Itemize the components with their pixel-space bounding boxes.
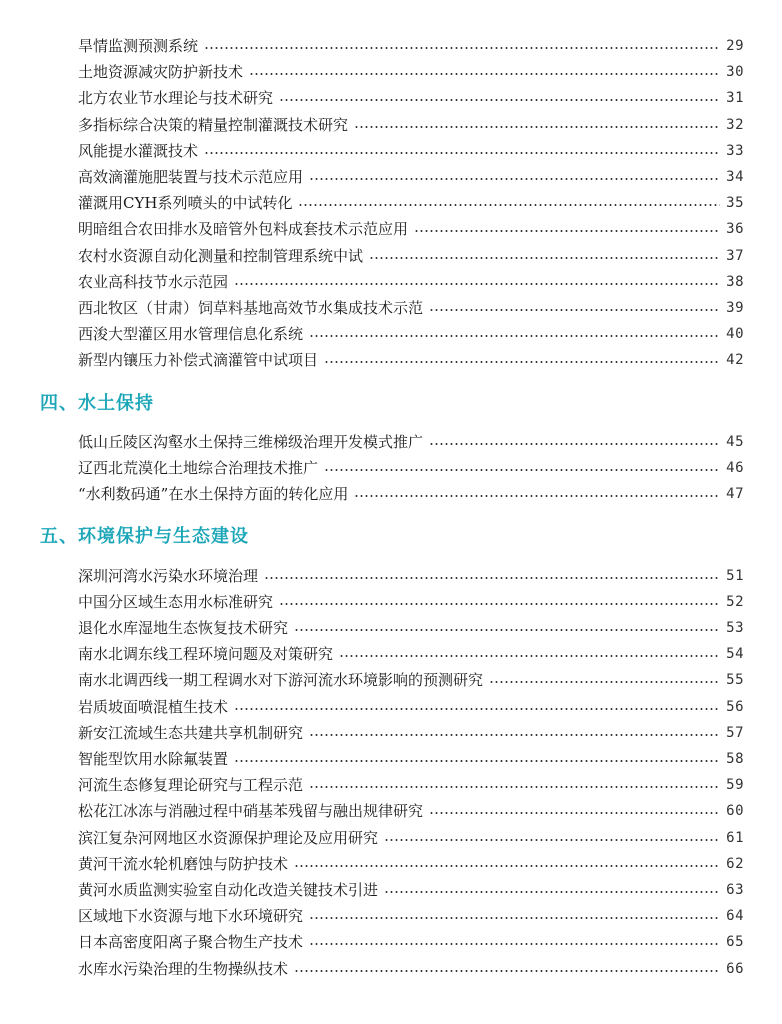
- entry-title: 日本高密度阳离子聚合物生产技术: [78, 933, 304, 951]
- toc-entry[interactable]: [78, 190, 744, 216]
- dot-leader: [294, 865, 720, 867]
- page-number: 29: [726, 38, 744, 54]
- entry-title: 黄河干流水轮机磨蚀与防护技术: [78, 855, 289, 873]
- page-number: 52: [726, 594, 744, 610]
- entry-title: 南水北调西线一期工程调水对下游河流水环境影响的预测研究: [78, 671, 484, 689]
- dot-leader: [294, 970, 720, 972]
- page-number: 61: [726, 830, 744, 846]
- dot-leader: [234, 760, 720, 762]
- toc-entry[interactable]: [78, 481, 744, 507]
- entry-title: 风能提水灌溉技术: [78, 142, 199, 160]
- page-number: 31: [726, 90, 744, 106]
- toc-entry[interactable]: [78, 33, 744, 59]
- entry-title: 水库水污染治理的生物操纵技术: [78, 960, 289, 978]
- toc-entry[interactable]: [78, 825, 744, 851]
- entry-title: 中国分区域生态用水标准研究: [78, 593, 274, 611]
- toc-entry[interactable]: [78, 877, 744, 903]
- dot-leader: [309, 178, 720, 180]
- dot-leader: [339, 655, 720, 657]
- page-number: 36: [726, 221, 744, 237]
- toc-entry[interactable]: [78, 903, 744, 929]
- toc-entry[interactable]: [78, 694, 744, 720]
- toc-entry[interactable]: [78, 243, 744, 269]
- toc-entry[interactable]: [78, 321, 744, 347]
- entry-title: 黄河水质监测实验室自动化改造关键技术引进: [78, 881, 379, 899]
- page-number: 34: [726, 169, 744, 185]
- entry-title: 多指标综合决策的精量控制灌溉技术研究: [78, 116, 349, 134]
- page-number: 53: [726, 620, 744, 636]
- toc-entry[interactable]: [78, 347, 744, 373]
- page-number: 37: [726, 248, 744, 264]
- dot-leader: [429, 812, 720, 814]
- entry-title: 农村水资源自动化测量和控制管理系统中试: [78, 247, 364, 265]
- toc-entry[interactable]: [78, 956, 744, 982]
- dot-leader: [309, 917, 720, 919]
- toc-entry[interactable]: [78, 216, 744, 242]
- page-number: 65: [726, 934, 744, 950]
- dot-leader: [429, 309, 720, 311]
- page-number: 64: [726, 908, 744, 924]
- page-number: 56: [726, 699, 744, 715]
- dot-leader: [264, 577, 720, 579]
- dot-leader: [384, 839, 720, 841]
- page-number: 62: [726, 856, 744, 872]
- entry-title: 智能型饮用水除氟装置: [78, 750, 229, 768]
- toc-entry[interactable]: [78, 138, 744, 164]
- page-number: 35: [726, 195, 744, 211]
- entry-title: 灌溉用CYH系列喷头的中试转化: [78, 194, 293, 212]
- page-number: 54: [726, 646, 744, 662]
- toc-entry[interactable]: [78, 455, 744, 481]
- page-number: 57: [726, 725, 744, 741]
- entry-title: 南水北调东线工程环境问题及对策研究: [78, 645, 334, 663]
- toc-entry[interactable]: [78, 746, 744, 772]
- dot-leader: [309, 786, 720, 788]
- dot-leader: [234, 708, 720, 710]
- section-heading: 四、水土保持: [40, 392, 154, 414]
- page-number: 33: [726, 143, 744, 159]
- entry-title: 低山丘陵区沟壑水土保持三维梯级治理开发模式推广: [78, 433, 424, 451]
- toc-entry[interactable]: [78, 615, 744, 641]
- dot-leader: [324, 361, 720, 363]
- toc-entry[interactable]: [78, 720, 744, 746]
- toc-entry[interactable]: [78, 295, 744, 321]
- page-number: 38: [726, 274, 744, 290]
- entry-title: “水利数码通”在水土保持方面的转化应用: [78, 485, 349, 503]
- dot-leader: [384, 891, 720, 893]
- section-heading: 五、环境保护与生态建设: [40, 526, 249, 548]
- toc-entry[interactable]: [78, 563, 744, 589]
- page-number: 32: [726, 117, 744, 133]
- entry-title: 岩质坡面喷混植生技术: [78, 698, 229, 716]
- dot-leader: [309, 943, 720, 945]
- toc-entry[interactable]: [78, 589, 744, 615]
- toc-entry[interactable]: [78, 164, 744, 190]
- toc-entry[interactable]: [78, 667, 744, 693]
- dot-leader: [414, 230, 720, 232]
- page-number: 55: [726, 672, 744, 688]
- toc-entry[interactable]: [78, 929, 744, 955]
- dot-leader: [324, 469, 720, 471]
- page-number: 39: [726, 300, 744, 316]
- dot-leader: [279, 99, 720, 101]
- toc-entry[interactable]: [78, 772, 744, 798]
- dot-leader: [234, 283, 720, 285]
- page-number: 46: [726, 460, 744, 476]
- entry-title: 滨江复杂河网地区水资源保护理论及应用研究: [78, 829, 379, 847]
- page-number: 63: [726, 882, 744, 898]
- entry-title: 深圳河湾水污染水环境治理: [78, 567, 259, 585]
- toc-entry[interactable]: [78, 85, 744, 111]
- dot-leader: [429, 443, 720, 445]
- entry-title: 西浚大型灌区用水管理信息化系统: [78, 325, 304, 343]
- page-number: 40: [726, 326, 744, 342]
- toc-entry[interactable]: [78, 269, 744, 295]
- entry-title: 西北牧区（甘肃）饲草料基地高效节水集成技术示范: [78, 299, 424, 317]
- dot-leader: [309, 335, 720, 337]
- entry-title: 农业高科技节水示范园: [78, 273, 229, 291]
- toc-entry[interactable]: [78, 798, 744, 824]
- dot-leader: [204, 152, 720, 154]
- page-number: 45: [726, 434, 744, 450]
- entry-title: 松花江冰冻与消融过程中硝基苯残留与融出规律研究: [78, 802, 424, 820]
- dot-leader: [309, 734, 720, 736]
- toc-entry[interactable]: [78, 59, 744, 85]
- entry-title: 明暗组合农田排水及暗管外包料成套技术示范应用: [78, 220, 409, 238]
- entry-title: 新型内镶压力补偿式滴灌管中试项目: [78, 351, 319, 369]
- entry-title: 新安江流域生态共建共享机制研究: [78, 724, 304, 742]
- toc-entry[interactable]: [78, 851, 744, 877]
- entry-title: 河流生态修复理论研究与工程示范: [78, 776, 304, 794]
- entry-title: 辽西北荒漠化土地综合治理技术推广: [78, 459, 319, 477]
- page-number: 60: [726, 803, 744, 819]
- page-number: 42: [726, 352, 744, 368]
- entry-title: 退化水库湿地生态恢复技术研究: [78, 619, 289, 637]
- dot-leader: [354, 495, 720, 497]
- dot-leader: [294, 629, 720, 631]
- page-number: 51: [726, 568, 744, 584]
- page-number: 47: [726, 486, 744, 502]
- toc-entry[interactable]: [78, 112, 744, 138]
- dot-leader: [298, 204, 720, 206]
- dot-leader: [279, 603, 720, 605]
- toc-entry[interactable]: [78, 429, 744, 455]
- dot-leader: [249, 73, 720, 75]
- entry-title: 北方农业节水理论与技术研究: [78, 89, 274, 107]
- page-number: 58: [726, 751, 744, 767]
- entry-title: 区域地下水资源与地下水环境研究: [78, 907, 304, 925]
- entry-title: 土地资源减灾防护新技术: [78, 63, 244, 81]
- page-number: 59: [726, 777, 744, 793]
- entry-title: 高效滴灌施肥装置与技术示范应用: [78, 168, 304, 186]
- page-number: 30: [726, 64, 744, 80]
- page-number: 66: [726, 961, 744, 977]
- dot-leader: [369, 257, 720, 259]
- toc-entry[interactable]: [78, 641, 744, 667]
- entry-title: 旱情监测预测系统: [78, 37, 199, 55]
- dot-leader: [204, 47, 720, 49]
- dot-leader: [489, 681, 720, 683]
- dot-leader: [354, 126, 720, 128]
